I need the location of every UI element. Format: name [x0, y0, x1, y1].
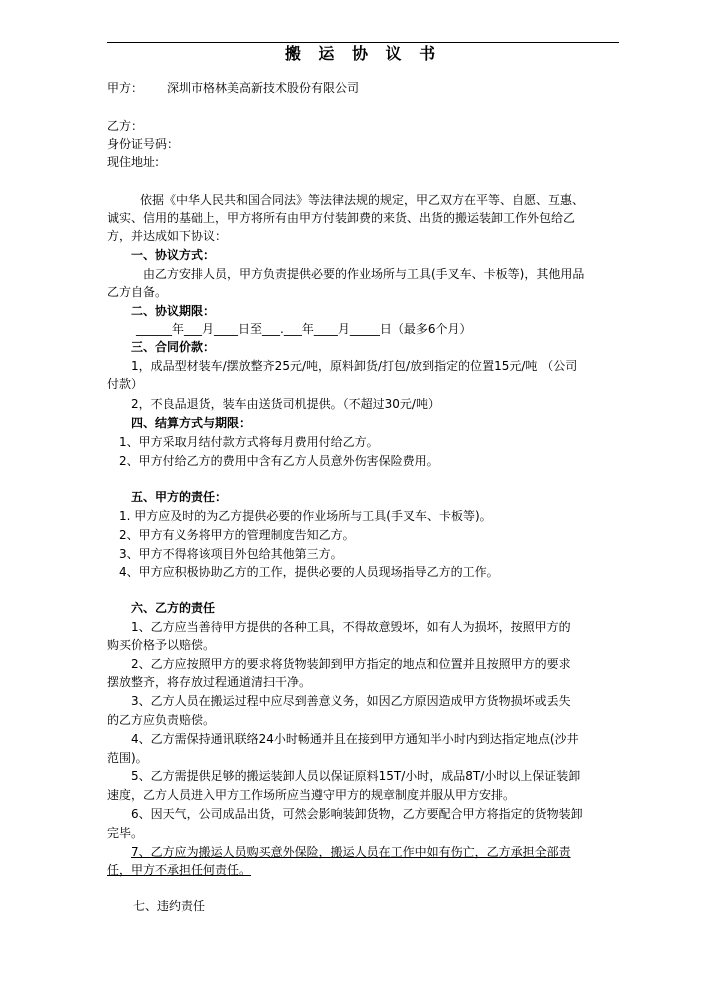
section-3-line-3: 2，不良品退货，装车由送货司机提供。（不超过30元/吨） — [131, 397, 440, 411]
section-2-period: ______年___月____日至___.___年____月_____日（最多6个月） — [136, 322, 472, 336]
top-rule — [107, 42, 619, 43]
party-a-name: 深圳市格林美高新技术股份有限公司 — [167, 81, 360, 95]
section-6-title: 六、乙方的责任 — [131, 601, 216, 615]
intro-line-2: 诚实、信用的基础上，甲方将所有由甲方付装卸费的来货、出货的搬运装卸工作外包给乙 — [107, 211, 576, 225]
party-a-line — [107, 80, 622, 96]
section-6-line-10: 速度，乙方人员进入甲方工作场所应当遵守甲方的规章制度并服从甲方安排。 — [107, 788, 516, 802]
section-5-title: 五、甲方的责任： — [131, 490, 228, 504]
document-title: 搬 运 协 议 书 — [284, 44, 442, 63]
section-6-line-2: 购买价格予以赔偿。 — [107, 638, 216, 652]
section-5-line-3: 3、甲方不得将该项目外包给其他第三方。 — [119, 547, 343, 561]
section-1-title: 一、协议方式： — [131, 248, 216, 262]
party-b-label: 乙方： — [107, 119, 144, 133]
address-label: 现住地址: — [107, 155, 160, 169]
section-6-line-8: 范围)。 — [107, 751, 148, 765]
id-number-label: 身份证号码： — [107, 137, 180, 151]
section-7-title: 七、违约责任 — [133, 899, 206, 913]
section-6-line-4: 摆放整齐，将存放过程通道清扫干净。 — [107, 675, 312, 689]
party-a-label: 甲方： — [107, 81, 144, 95]
section-6-line-7: 4、乙方需保持通讯联络24小时畅通并且在接到甲方通知半小时内到达指定地点(沙井 — [131, 732, 579, 746]
section-6-line-12: 完毕。 — [107, 826, 144, 840]
section-2-title: 二、协议期限： — [131, 304, 216, 318]
section-6-line-5: 3、乙方人员在搬运过程中应尽到善意义务，如因乙方原因造成甲方货物损坏或丢失 — [131, 694, 571, 708]
section-6-line-3: 2、乙方应按照甲方的要求将货物装卸到甲方指定的地点和位置并且按照甲方的要求 — [131, 657, 571, 671]
section-6-line-11: 6、因天气，公司成品出货，可然会影响装卸货物，乙方要配合甲方将指定的货物装卸 — [131, 807, 583, 821]
section-1-line-1: 由乙方安排人员，甲方负责提供必要的作业场所与工具(手叉车、卡板等)，其他用品 — [143, 267, 585, 281]
section-5-line-2: 2、甲方有义务将甲方的管理制度告知乙方。 — [119, 528, 355, 542]
section-4-line-1: 1、甲方采取月结付款方式将每月费用付给乙方。 — [119, 435, 379, 449]
section-6-line-9: 5、乙方需提供足够的搬运装卸人员以保证原料15T/小时，成品8T/小时以上保证装卸 — [131, 769, 581, 783]
section-5-line-1: 1. 甲方应及时的为乙方提供必要的作业场所与工具(手叉车、卡板等)。 — [119, 509, 492, 523]
section-6-line-1: 1、乙方应当善待甲方提供的各种工具，不得故意毁坏，如有人为损坏，按照甲方的 — [131, 620, 571, 634]
section-5-line-4: 4、甲方应积极协助乙方的工作，提供必要的人员现场指导乙方的工作。 — [119, 565, 499, 579]
section-3-line-2: 付款） — [107, 377, 144, 391]
section-4-title: 四、结算方式与期限： — [131, 416, 252, 430]
intro-line-3: 方，并达成如下协议： — [107, 229, 228, 243]
section-3-title: 三、合同价款： — [131, 340, 216, 354]
section-6-line-6: 的乙方应负责赔偿。 — [107, 713, 216, 727]
intro-line-1: 依据《中华人民共和国合同法》等法律法规的规定，甲乙双方在平等、自愿、互惠、 — [140, 193, 585, 207]
section-6-line-14: 任，甲方不承担任何责任。 — [107, 863, 252, 877]
section-1-line-2: 乙方自备。 — [107, 285, 168, 299]
section-6-line-13: 7、乙方应为搬运人员购买意外保险，搬运人员在工作中如有伤亡，乙方承担全部责 — [131, 845, 571, 859]
section-4-line-2: 2、甲方付给乙方的费用中含有乙方人员意外伤害保险费用。 — [119, 454, 439, 468]
section-3-line-1: 1，成品型材装车/摆放整齐25元/吨，原料卸货/打包/放到指定的位置15元/吨 （公司 — [131, 359, 578, 373]
